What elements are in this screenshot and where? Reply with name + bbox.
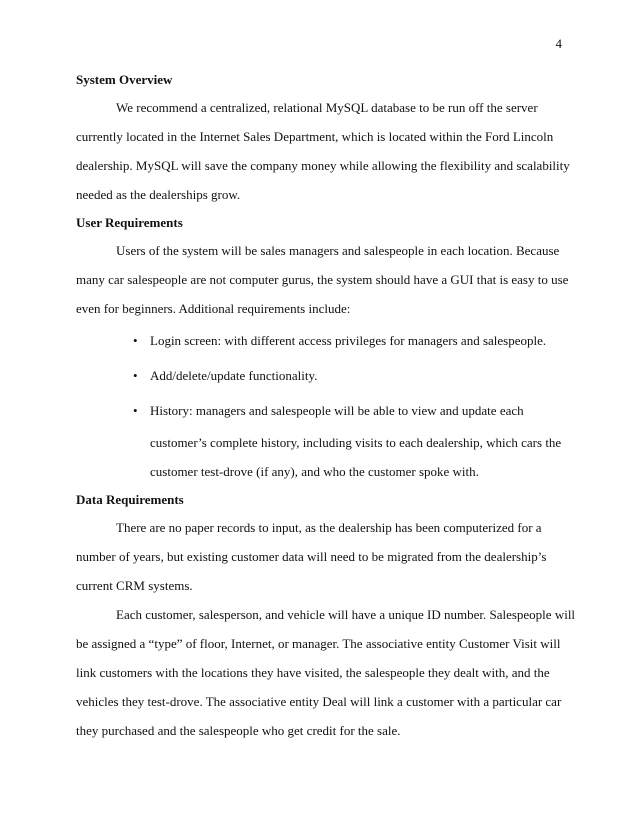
section-system-overview bbox=[76, 66, 570, 209]
list-item bbox=[76, 323, 562, 358]
section-user-requirements bbox=[76, 209, 569, 486]
paragraph bbox=[76, 513, 562, 600]
text-line: vehicles they test-drove. The associative entity Deal will link a customer with a particular car bbox=[76, 694, 562, 709]
bullet-icon: • bbox=[133, 333, 138, 348]
text-line: number of years, but existing customer data will need to be migrated from the dealership’s bbox=[76, 549, 547, 564]
requirements-list bbox=[76, 323, 562, 486]
text-line: they purchased and the salespeople who get credit for the sale. bbox=[76, 723, 401, 738]
text-line: even for beginners. Additional requirements include: bbox=[76, 301, 351, 316]
page-number: 4 bbox=[555, 36, 562, 51]
text-line: needed as the dealerships grow. bbox=[76, 187, 241, 202]
text-line: current CRM systems. bbox=[76, 578, 193, 593]
paragraph bbox=[76, 236, 569, 323]
text-line: Add/delete/update functionality. bbox=[150, 368, 318, 383]
text-line: Users of the system will be sales managers and salespeople in each location. Because bbox=[116, 243, 560, 258]
text-line: many car salespeople are not computer gurus, the system should have a GUI that is easy to use bbox=[76, 272, 569, 287]
text-line: be assigned a “type” of floor, Internet, or manager. The associative entity Customer Visit will bbox=[76, 636, 561, 651]
bullet-icon: • bbox=[133, 368, 138, 383]
text-line: History: managers and salespeople will be able to view and update each bbox=[150, 403, 524, 418]
paragraph bbox=[76, 600, 576, 745]
text-line: currently located in the Internet Sales Department, which is located within the Ford Lincoln bbox=[76, 129, 554, 144]
text-line: Each customer, salesperson, and vehicle will have a unique ID number. Salespeople will bbox=[116, 607, 576, 622]
list-item bbox=[76, 358, 562, 393]
text-line: dealership. MySQL will save the company money while allowing the flexibility and scalability bbox=[76, 158, 570, 173]
section-heading: User Requirements bbox=[76, 215, 183, 230]
document-body bbox=[76, 66, 576, 745]
section-heading: Data Requirements bbox=[76, 492, 184, 507]
bullet-icon: • bbox=[133, 403, 138, 418]
text-line: link customers with the locations they have visited, the salespeople they dealt with, and the bbox=[76, 665, 550, 680]
text-line: customer’s complete history, including visits to each dealership, which cars the bbox=[150, 435, 562, 450]
text-line: There are no paper records to input, as the dealership has been computerized for a bbox=[116, 520, 542, 535]
section-data-requirements bbox=[76, 486, 576, 745]
section-heading: System Overview bbox=[76, 72, 173, 87]
text-line: customer test-drove (if any), and who the customer spoke with. bbox=[150, 464, 479, 479]
text-line: We recommend a centralized, relational MySQL database to be run off the server bbox=[116, 100, 538, 115]
paragraph bbox=[76, 93, 570, 209]
list-item bbox=[76, 393, 562, 486]
text-line: Login screen: with different access privileges for managers and salespeople. bbox=[150, 333, 547, 348]
